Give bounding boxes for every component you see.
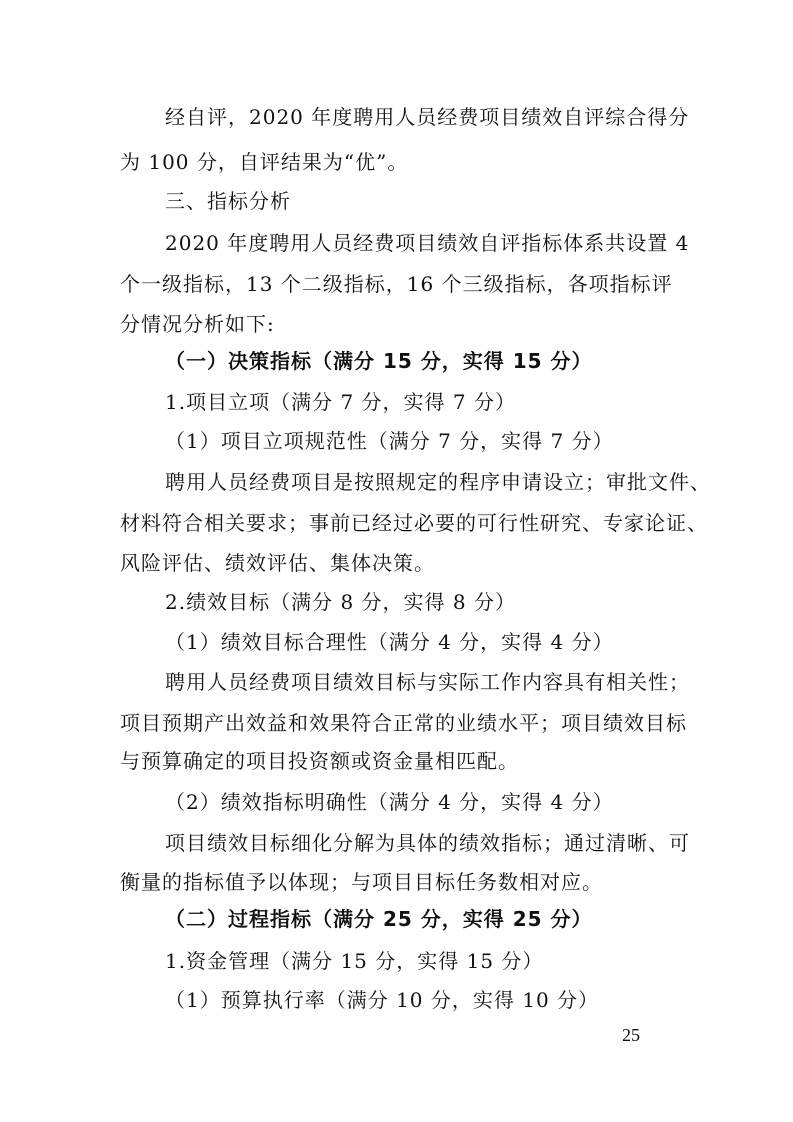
- item-heading: 2.绩效目标（满分 8 分，实得 8 分）: [165, 590, 516, 614]
- paragraph-line: 个一级指标，13 个二级指标，16 个三级指标，各项指标评: [120, 272, 673, 296]
- paragraph-line: 项目绩效目标细化分解为具体的绩效指标；通过清晰、可: [165, 831, 690, 855]
- page-number: 25: [622, 1025, 640, 1045]
- subitem-heading: （1）项目立项规范性（满分 7 分，实得 7 分）: [165, 429, 614, 453]
- subsection-heading: （二）过程指标（满分 25 分，实得 25 分）: [165, 907, 593, 931]
- paragraph-line: 为 100 分，自评结果为“优”。: [120, 150, 409, 174]
- paragraph-line: 聘用人员经费项目是按照规定的程序申请设立；审批文件、: [165, 470, 711, 494]
- subsection-heading: （一）决策指标（满分 15 分，实得 15 分）: [165, 349, 593, 373]
- paragraph-line: 项目预期产出效益和效果符合正常的业绩水平；项目绩效目标: [120, 711, 687, 735]
- subitem-heading: （1）绩效目标合理性（满分 4 分，实得 4 分）: [165, 630, 614, 654]
- section-heading: 三、指标分析: [165, 189, 291, 213]
- item-heading: 1.项目立项（满分 7 分，实得 7 分）: [165, 390, 516, 414]
- subitem-heading: （1）预算执行率（满分 10 分，实得 10 分）: [165, 988, 600, 1012]
- item-heading: 1.资金管理（满分 15 分，实得 15 分）: [165, 949, 544, 973]
- paragraph-line: 风险评估、绩效评估、集体决策。: [120, 551, 435, 575]
- subitem-heading: （2）绩效指标明确性（满分 4 分，实得 4 分）: [165, 790, 614, 814]
- paragraph-line: 衡量的指标值予以体现；与项目目标任务数相对应。: [120, 870, 603, 894]
- paragraph-line: 分情况分析如下:: [120, 312, 275, 336]
- paragraph-line: 经自评，2020 年度聘用人员经费项目绩效自评综合得分: [165, 105, 690, 129]
- paragraph-line: 聘用人员经费项目绩效目标与实际工作内容具有相关性；: [165, 670, 690, 694]
- paragraph-line: 与预算确定的项目投资额或资金量相匹配。: [120, 749, 519, 773]
- paragraph-line: 2020 年度聘用人员经费项目绩效自评指标体系共设置 4: [165, 231, 690, 255]
- paragraph-line: 材料符合相关要求；事前已经过必要的可行性研究、专家论证、: [120, 511, 708, 535]
